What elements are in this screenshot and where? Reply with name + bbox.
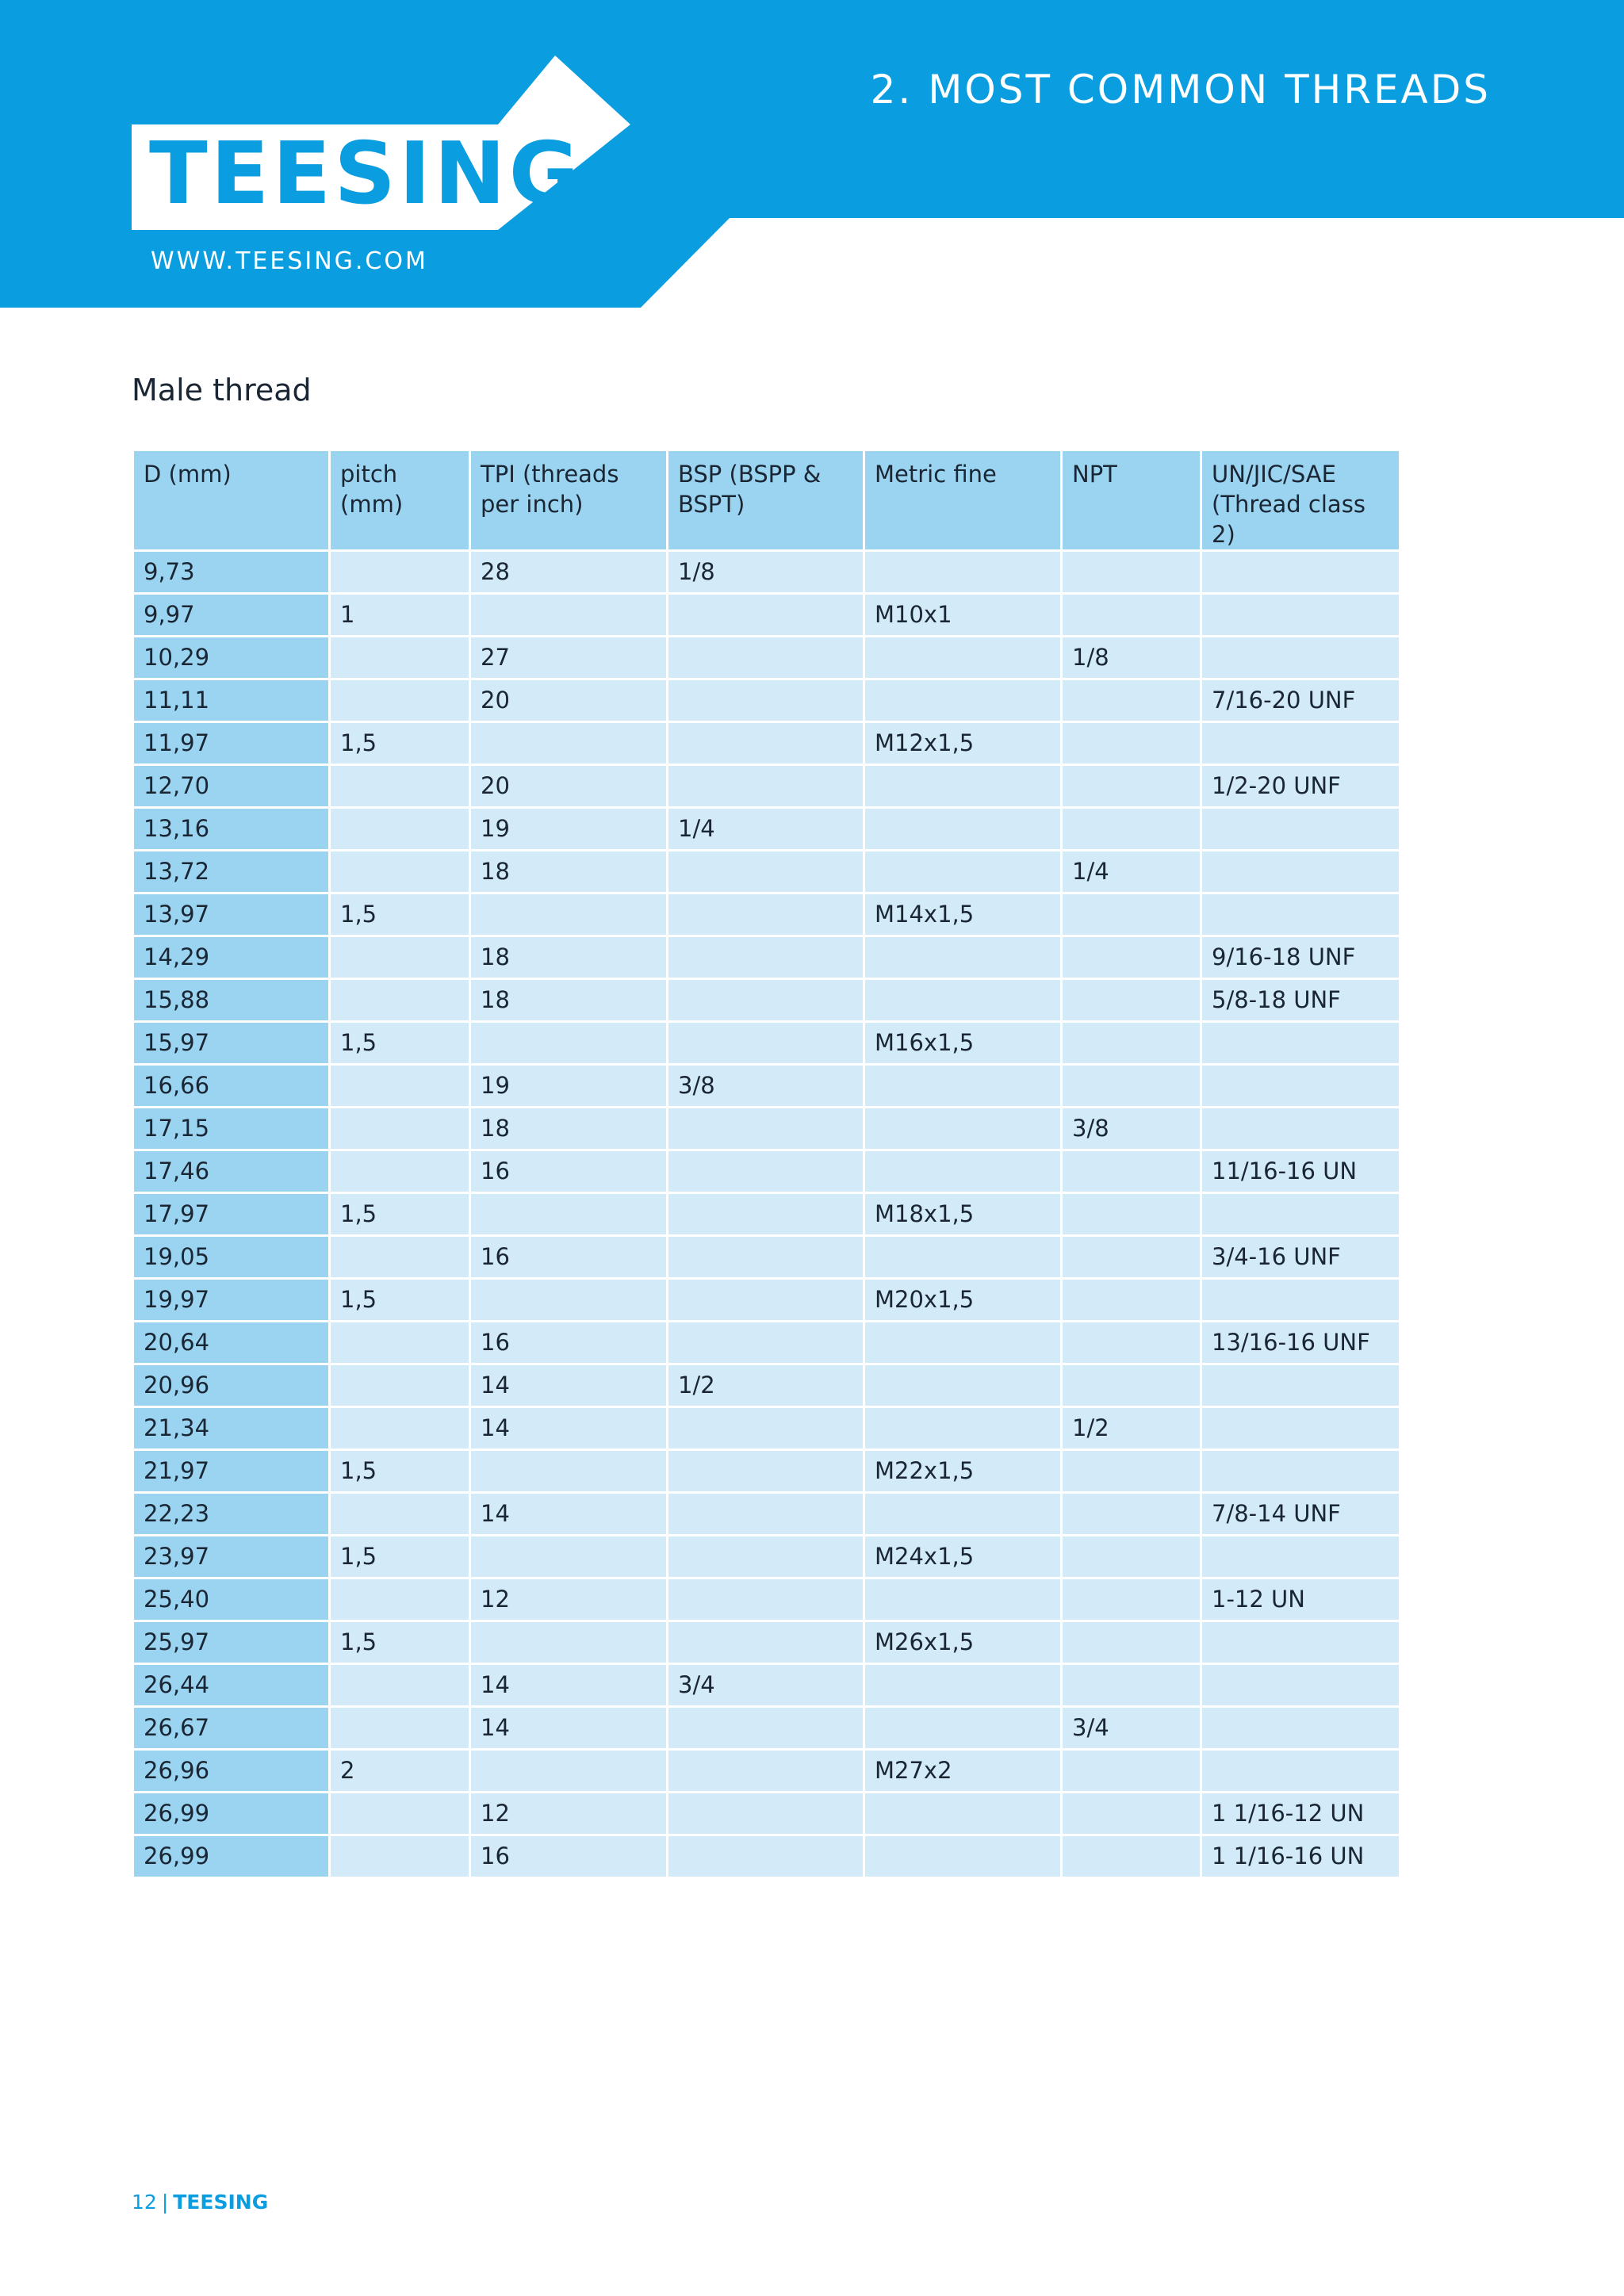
table-header — [133, 450, 1400, 551]
table-row — [133, 1364, 1400, 1407]
table-cell — [470, 1621, 668, 1664]
table-cell: 9/16-18 UNF — [1201, 936, 1400, 979]
table-cell — [330, 1664, 470, 1707]
table-subtitle: Male thread — [132, 373, 312, 408]
website-url[interactable]: WWW.TEESING.COM — [151, 247, 428, 275]
table-cell — [330, 1707, 470, 1750]
table-row — [133, 1750, 1400, 1793]
table-cell — [330, 1150, 470, 1193]
table-cell: 18 — [470, 1108, 668, 1150]
table-cell: 3/8 — [1062, 1108, 1201, 1150]
table-cell: 1/4 — [1062, 851, 1201, 894]
table-row — [133, 1322, 1400, 1364]
table-cell: 1,5 — [330, 1536, 470, 1578]
page-footer — [132, 2191, 268, 2214]
table-cell: 20,96 — [133, 1364, 330, 1407]
table-cell: 10,29 — [133, 637, 330, 679]
table-cell — [470, 894, 668, 936]
table-row — [133, 1279, 1400, 1322]
table-cell — [470, 1750, 668, 1793]
table-cell — [1062, 1578, 1201, 1621]
table-cell: 9,97 — [133, 594, 330, 637]
table-row — [133, 1793, 1400, 1835]
table-cell — [330, 936, 470, 979]
table-cell — [864, 1793, 1062, 1835]
table-cell — [1201, 1193, 1400, 1236]
table-cell — [330, 765, 470, 808]
table-cell — [1201, 808, 1400, 851]
table-cell: 14 — [470, 1493, 668, 1536]
table-cell: 1/4 — [668, 808, 864, 851]
table-cell — [1201, 1536, 1400, 1578]
table-cell — [1062, 551, 1201, 594]
table-cell — [864, 551, 1062, 594]
table-cell — [668, 979, 864, 1022]
table-cell: 17,46 — [133, 1150, 330, 1193]
table-cell — [864, 765, 1062, 808]
table-cell — [470, 1450, 668, 1493]
table-cell — [330, 1322, 470, 1364]
table-cell — [330, 808, 470, 851]
table-cell — [668, 1193, 864, 1236]
table-cell: 1/8 — [1062, 637, 1201, 679]
table-cell: 11/16-16 UN — [1201, 1150, 1400, 1193]
table-cell — [1062, 1236, 1201, 1279]
table-cell: 1 1/16-12 UN — [1201, 1793, 1400, 1835]
table-cell — [1201, 1279, 1400, 1322]
table-cell — [330, 851, 470, 894]
table-cell: 16 — [470, 1835, 668, 1878]
footer-brand: TEESING — [173, 2191, 269, 2214]
table-cell — [1062, 808, 1201, 851]
table-cell — [470, 1536, 668, 1578]
table-cell: 11,97 — [133, 722, 330, 765]
table-cell: 3/4-16 UNF — [1201, 1236, 1400, 1279]
table-cell — [1062, 1322, 1201, 1364]
table-cell — [668, 1793, 864, 1835]
table-cell — [668, 1279, 864, 1322]
table-cell — [1201, 1450, 1400, 1493]
table-cell — [1201, 851, 1400, 894]
table-cell: 13,16 — [133, 808, 330, 851]
table-cell — [864, 851, 1062, 894]
table-cell — [1062, 1065, 1201, 1108]
column-header: BSP (BSPP & BSPT) — [668, 450, 864, 551]
table-cell — [864, 1065, 1062, 1108]
table-cell — [470, 1193, 668, 1236]
table-cell: 19 — [470, 1065, 668, 1108]
table-cell — [864, 1407, 1062, 1450]
table-cell — [864, 1707, 1062, 1750]
table-cell — [1201, 722, 1400, 765]
table-cell — [1201, 551, 1400, 594]
footer-separator: | — [161, 2191, 169, 2214]
table-cell — [864, 1108, 1062, 1150]
table-cell — [668, 1835, 864, 1878]
table-row — [133, 851, 1400, 894]
table-cell — [864, 1236, 1062, 1279]
table-cell: 14 — [470, 1707, 668, 1750]
column-header: NPT — [1062, 450, 1201, 551]
table-cell: 11,11 — [133, 679, 330, 722]
table-cell: M26x1,5 — [864, 1621, 1062, 1664]
table-row — [133, 936, 1400, 979]
table-cell — [1201, 1621, 1400, 1664]
table-cell — [470, 594, 668, 637]
table-cell — [1201, 1065, 1400, 1108]
column-header: Metric fine — [864, 450, 1062, 551]
table-cell: 1,5 — [330, 1450, 470, 1493]
table-cell — [1062, 1493, 1201, 1536]
table-cell — [668, 1236, 864, 1279]
table-cell: 19,97 — [133, 1279, 330, 1322]
table-cell — [330, 1578, 470, 1621]
table-cell: 18 — [470, 979, 668, 1022]
table-cell — [1062, 594, 1201, 637]
table-row — [133, 808, 1400, 851]
table-cell: 1/2-20 UNF — [1201, 765, 1400, 808]
table-cell — [330, 637, 470, 679]
table-cell: 5/8-18 UNF — [1201, 979, 1400, 1022]
table-cell: 3/8 — [668, 1065, 864, 1108]
table-cell — [1062, 1279, 1201, 1322]
table-row — [133, 722, 1400, 765]
table-cell: 20 — [470, 765, 668, 808]
table-cell: 16,66 — [133, 1065, 330, 1108]
table-cell: 16 — [470, 1236, 668, 1279]
table-cell: M10x1 — [864, 594, 1062, 637]
column-header: TPI (threads per inch) — [470, 450, 668, 551]
table-cell: 20,64 — [133, 1322, 330, 1364]
table-cell: 15,97 — [133, 1022, 330, 1065]
table-cell — [1062, 1621, 1201, 1664]
table-cell: 7/8-14 UNF — [1201, 1493, 1400, 1536]
table-row — [133, 1236, 1400, 1279]
table-cell: 17,15 — [133, 1108, 330, 1150]
table-cell — [1062, 765, 1201, 808]
table-cell — [1201, 1750, 1400, 1793]
table-body — [133, 551, 1400, 1878]
table-cell — [1201, 594, 1400, 637]
table-cell: 1,5 — [330, 1621, 470, 1664]
table-cell — [668, 936, 864, 979]
table-cell: 13,72 — [133, 851, 330, 894]
table-cell — [1062, 1193, 1201, 1236]
table-cell — [1062, 679, 1201, 722]
table-cell — [1201, 637, 1400, 679]
table-cell — [668, 851, 864, 894]
table-cell: 20 — [470, 679, 668, 722]
table-row — [133, 1835, 1400, 1878]
table-cell: 12,70 — [133, 765, 330, 808]
table-cell: 13/16-16 UNF — [1201, 1322, 1400, 1364]
table-cell — [864, 1664, 1062, 1707]
table-cell — [1062, 1750, 1201, 1793]
table-cell: 28 — [470, 551, 668, 594]
table-cell: 26,99 — [133, 1835, 330, 1878]
table-cell — [1062, 1450, 1201, 1493]
table-cell: 1/8 — [668, 551, 864, 594]
table-cell: 1,5 — [330, 1193, 470, 1236]
table-cell — [668, 1536, 864, 1578]
table-cell: 26,67 — [133, 1707, 330, 1750]
table-row — [133, 551, 1400, 594]
table-cell — [1062, 1022, 1201, 1065]
table-cell — [668, 1493, 864, 1536]
table-cell: 26,99 — [133, 1793, 330, 1835]
table-cell: M12x1,5 — [864, 722, 1062, 765]
table-cell: M14x1,5 — [864, 894, 1062, 936]
table-cell — [668, 1750, 864, 1793]
table-row — [133, 1407, 1400, 1450]
table-row — [133, 637, 1400, 679]
table-cell — [864, 1322, 1062, 1364]
table-cell — [330, 979, 470, 1022]
table-cell: 14,29 — [133, 936, 330, 979]
table-cell: 16 — [470, 1322, 668, 1364]
table-cell: 25,40 — [133, 1578, 330, 1621]
table-cell: 7/16-20 UNF — [1201, 679, 1400, 722]
table-cell: 26,96 — [133, 1750, 330, 1793]
table-row — [133, 1108, 1400, 1150]
table-row — [133, 1493, 1400, 1536]
column-header: UN/JIC/SAE (Thread class 2) — [1201, 450, 1400, 551]
table-cell — [1062, 1793, 1201, 1835]
table-cell: 2 — [330, 1750, 470, 1793]
table-cell — [864, 808, 1062, 851]
table-cell — [1201, 894, 1400, 936]
table-cell: 21,97 — [133, 1450, 330, 1493]
column-header: D (mm) — [133, 450, 330, 551]
table-cell: M24x1,5 — [864, 1536, 1062, 1578]
table-cell — [668, 1450, 864, 1493]
table-cell: 13,97 — [133, 894, 330, 936]
table-cell — [1201, 1364, 1400, 1407]
table-cell: 1 1/16-16 UN — [1201, 1835, 1400, 1878]
table-cell: 25,97 — [133, 1621, 330, 1664]
table-cell: 21,34 — [133, 1407, 330, 1450]
table-cell: 26,44 — [133, 1664, 330, 1707]
table-cell — [1062, 1835, 1201, 1878]
table-cell — [1201, 1664, 1400, 1707]
table-cell — [668, 1022, 864, 1065]
table-row — [133, 894, 1400, 936]
table-cell — [1062, 1664, 1201, 1707]
table-row — [133, 1664, 1400, 1707]
table-cell: 14 — [470, 1364, 668, 1407]
table-cell: 16 — [470, 1150, 668, 1193]
table-cell: 19 — [470, 808, 668, 851]
table-cell: M18x1,5 — [864, 1193, 1062, 1236]
table-cell: 1,5 — [330, 894, 470, 936]
table-cell: 1-12 UN — [1201, 1578, 1400, 1621]
table-cell — [1062, 936, 1201, 979]
table-cell — [668, 1108, 864, 1150]
table-cell — [1201, 1707, 1400, 1750]
table-cell — [1062, 894, 1201, 936]
thread-table — [132, 449, 1401, 1879]
page-number: 12 — [132, 2191, 157, 2214]
table-cell: 18 — [470, 851, 668, 894]
table-row — [133, 1193, 1400, 1236]
table-cell — [864, 1835, 1062, 1878]
table-cell: 12 — [470, 1793, 668, 1835]
table-cell: 12 — [470, 1578, 668, 1621]
table-cell: M16x1,5 — [864, 1022, 1062, 1065]
table-cell — [330, 1493, 470, 1536]
table-cell — [668, 1578, 864, 1621]
table-cell: 23,97 — [133, 1536, 330, 1578]
table-cell — [330, 679, 470, 722]
table-cell: 1,5 — [330, 722, 470, 765]
table-row — [133, 1578, 1400, 1621]
table-cell — [668, 1150, 864, 1193]
table-cell — [668, 722, 864, 765]
table-cell: 14 — [470, 1407, 668, 1450]
table-cell: 1/2 — [1062, 1407, 1201, 1450]
table-cell: 3/4 — [1062, 1707, 1201, 1750]
table-cell: 15,88 — [133, 979, 330, 1022]
table-cell — [330, 551, 470, 594]
table-cell — [864, 679, 1062, 722]
table-cell: M22x1,5 — [864, 1450, 1062, 1493]
table-cell: 14 — [470, 1664, 668, 1707]
table-cell: 1 — [330, 594, 470, 637]
table-cell — [864, 979, 1062, 1022]
table-cell: 18 — [470, 936, 668, 979]
column-header: pitch (mm) — [330, 450, 470, 551]
table-cell — [864, 1150, 1062, 1193]
table-row — [133, 1621, 1400, 1664]
table-cell — [1201, 1108, 1400, 1150]
table-cell: M20x1,5 — [864, 1279, 1062, 1322]
table-cell: 22,23 — [133, 1493, 330, 1536]
table-cell — [668, 679, 864, 722]
table-row — [133, 1536, 1400, 1578]
table-cell — [668, 1407, 864, 1450]
table-row — [133, 1450, 1400, 1493]
header-row — [133, 450, 1400, 551]
table-cell — [668, 894, 864, 936]
table-cell: 19,05 — [133, 1236, 330, 1279]
table-cell — [668, 1707, 864, 1750]
table-cell — [864, 1493, 1062, 1536]
table-cell: 17,97 — [133, 1193, 330, 1236]
table-cell — [330, 1793, 470, 1835]
table-cell — [668, 637, 864, 679]
table-cell — [668, 594, 864, 637]
table-cell — [330, 1364, 470, 1407]
table-cell — [1201, 1022, 1400, 1065]
table-cell: 9,73 — [133, 551, 330, 594]
table-cell — [1062, 1364, 1201, 1407]
table-cell — [330, 1236, 470, 1279]
table-cell — [1062, 1536, 1201, 1578]
table-cell: M27x2 — [864, 1750, 1062, 1793]
table-cell: 1,5 — [330, 1022, 470, 1065]
table-row — [133, 1065, 1400, 1108]
table-row — [133, 1707, 1400, 1750]
table-row — [133, 679, 1400, 722]
table-row — [133, 1150, 1400, 1193]
table-cell — [668, 765, 864, 808]
page-title: 2. MOST COMMON THREADS — [870, 67, 1491, 113]
table-cell — [330, 1065, 470, 1108]
table-row — [133, 1022, 1400, 1065]
table-cell — [330, 1108, 470, 1150]
table-cell — [864, 1364, 1062, 1407]
table-cell — [864, 1578, 1062, 1621]
table-cell — [668, 1621, 864, 1664]
table-cell — [330, 1835, 470, 1878]
table-cell: 3/4 — [668, 1664, 864, 1707]
table-cell — [668, 1322, 864, 1364]
table-cell — [330, 1407, 470, 1450]
table-cell: 27 — [470, 637, 668, 679]
table-cell: 1/2 — [668, 1364, 864, 1407]
table-row — [133, 979, 1400, 1022]
table-cell — [1062, 979, 1201, 1022]
table-cell — [864, 936, 1062, 979]
table-cell — [470, 1022, 668, 1065]
table-row — [133, 765, 1400, 808]
table-cell — [1062, 1150, 1201, 1193]
table-cell — [470, 1279, 668, 1322]
table-row — [133, 594, 1400, 637]
table-cell: 1,5 — [330, 1279, 470, 1322]
table-cell — [470, 722, 668, 765]
table-cell — [864, 637, 1062, 679]
table-cell — [1062, 722, 1201, 765]
table-cell — [1201, 1407, 1400, 1450]
teesing-logo: TEESING — [149, 124, 583, 224]
